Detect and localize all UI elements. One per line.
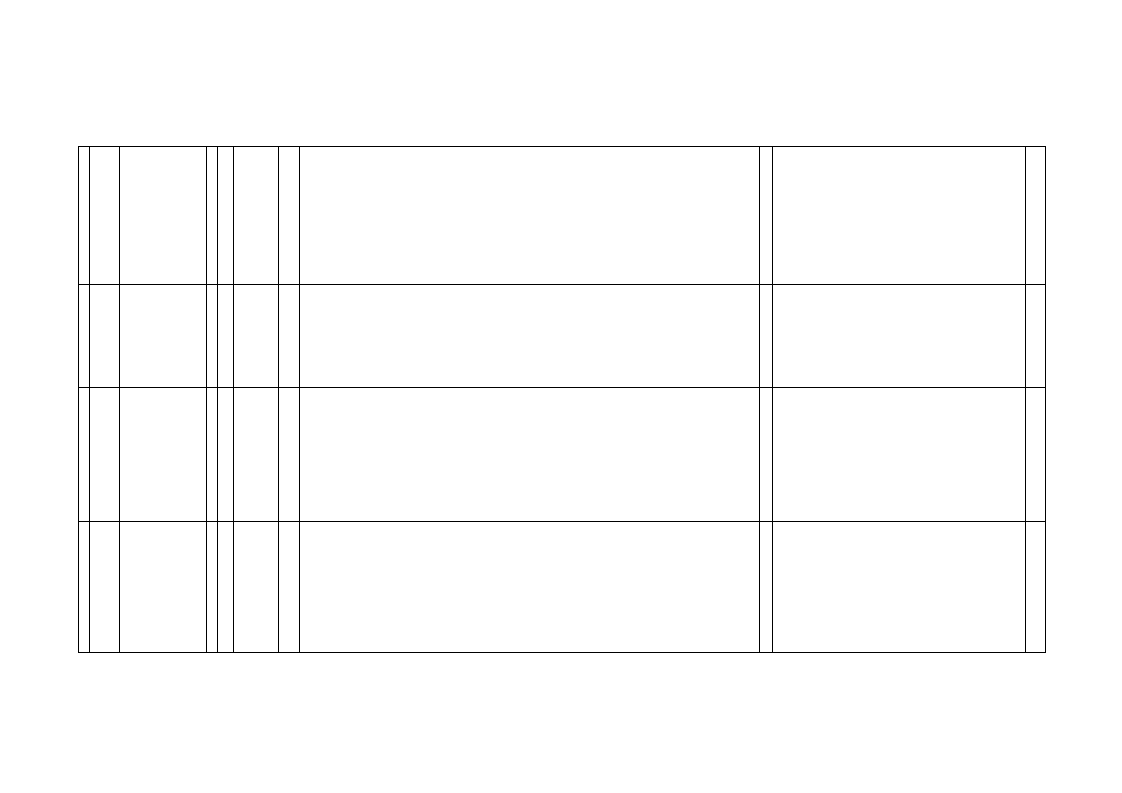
department <box>234 285 279 388</box>
accountable-party <box>760 388 773 522</box>
power-type <box>207 285 218 388</box>
implementing-subject <box>218 388 234 522</box>
item-name <box>90 285 120 388</box>
table-row <box>79 285 1046 388</box>
power-type <box>207 522 218 653</box>
row-number <box>79 147 90 285</box>
document-page <box>78 146 1045 650</box>
duties <box>300 147 760 285</box>
department <box>234 147 279 285</box>
table-row <box>79 522 1046 653</box>
accountable-party <box>760 147 773 285</box>
note <box>1026 285 1046 388</box>
row-number <box>79 285 90 388</box>
responsibility <box>773 522 1026 653</box>
legal-basis <box>120 147 207 285</box>
responsibility-table <box>78 146 1046 653</box>
accountable-party <box>760 522 773 653</box>
row-number <box>79 388 90 522</box>
scope <box>279 388 300 522</box>
legal-basis <box>120 388 207 522</box>
item-name <box>90 147 120 285</box>
implementing-subject <box>218 285 234 388</box>
implementing-subject <box>218 147 234 285</box>
department <box>234 522 279 653</box>
note <box>1026 522 1046 653</box>
power-type <box>207 388 218 522</box>
note <box>1026 388 1046 522</box>
duties <box>300 522 760 653</box>
duties <box>300 285 760 388</box>
accountable-party <box>760 285 773 388</box>
item-name <box>90 388 120 522</box>
duties <box>300 388 760 522</box>
table-row <box>79 388 1046 522</box>
scope <box>279 522 300 653</box>
power-type <box>207 147 218 285</box>
department <box>234 388 279 522</box>
responsibility <box>773 388 1026 522</box>
implementing-subject <box>218 522 234 653</box>
row-number <box>79 522 90 653</box>
responsibility <box>773 147 1026 285</box>
legal-basis <box>120 285 207 388</box>
legal-basis <box>120 522 207 653</box>
scope <box>279 285 300 388</box>
table-row <box>79 147 1046 285</box>
item-name <box>90 522 120 653</box>
responsibility <box>773 285 1026 388</box>
note <box>1026 147 1046 285</box>
scope <box>279 147 300 285</box>
